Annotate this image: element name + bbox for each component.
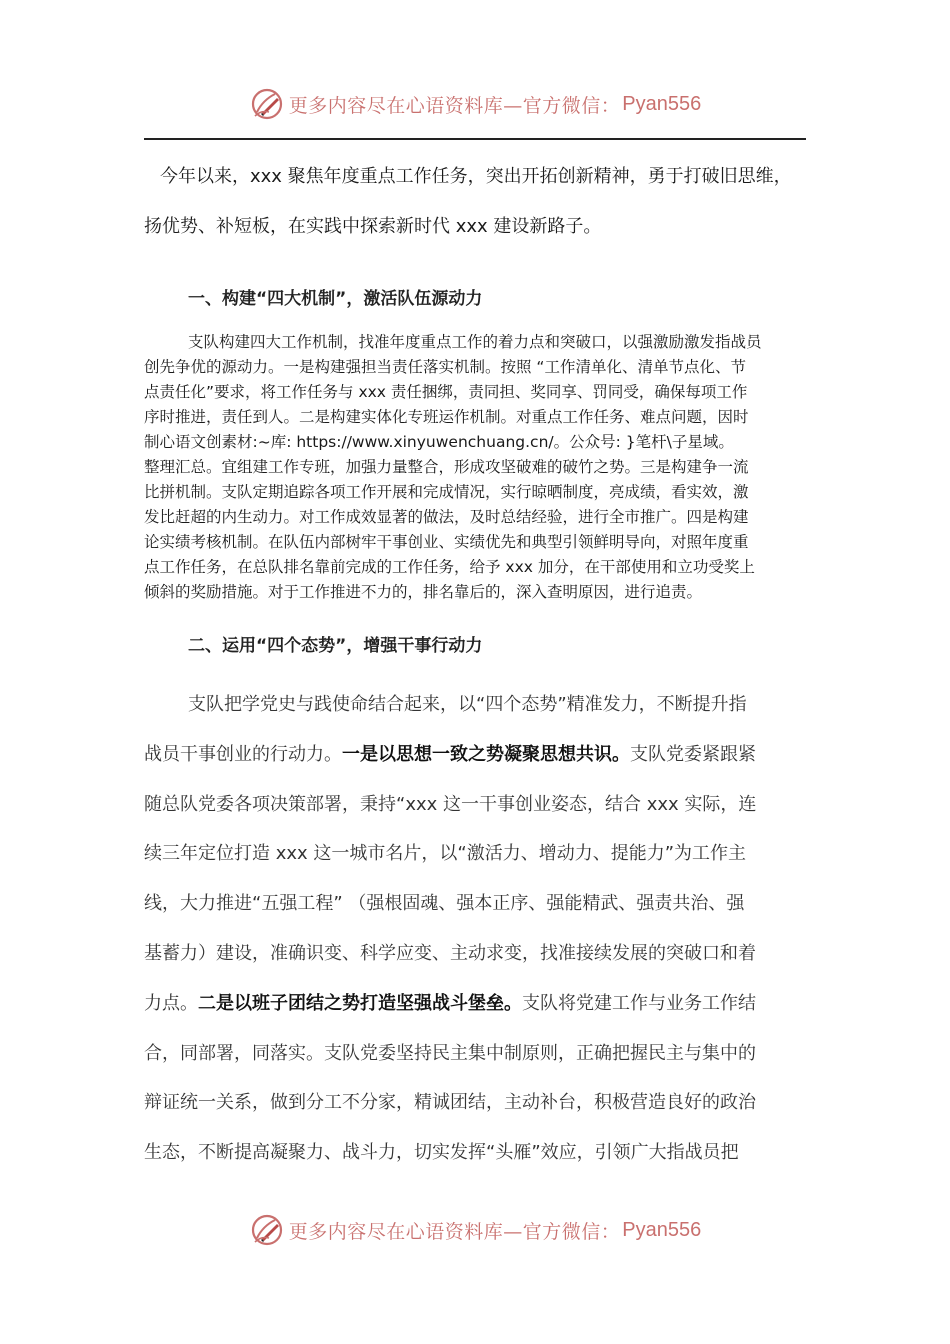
body-line: 点责任化”要求，将工作任务与 xxx 责任捆绑，责同担、奖同享、罚同受，确保每项工作: [144, 383, 748, 401]
pen-logo-icon: [249, 1212, 285, 1248]
banner-text: 更多内容尽在心语资料库—官方微信：: [288, 1220, 621, 1243]
body-line: 随总队党委各项决策部署，秉持“xxx 这一干事创业姿态，结合 xxx 实际，连: [144, 793, 757, 815]
body-text: 支队将党建工作与业务工作结: [522, 992, 756, 1014]
intro-paragraph: [144, 152, 806, 252]
body-line: 点工作任务，在总队排名靠前完成的工作任务，给予 xxx 加分，在干部使用和立功受奖上: [144, 558, 755, 576]
banner-text: 更多内容尽在心语资料库—官方微信：: [288, 94, 621, 117]
body-text: 力点。: [144, 992, 198, 1014]
body-line: 基蓄力）建设，准确识变、科学应变、主动求变，找准接续发展的突破口和着: [144, 942, 756, 964]
body-line: [144, 730, 806, 780]
body-line: [144, 979, 806, 1029]
body-line: 辩证统一关系，做到分工不分家，精诚团结，主动补台，积极营造良好的政治: [144, 1092, 756, 1114]
bold-point-1: 一是以思想一致之势凝聚思想共识。: [342, 743, 630, 765]
pen-logo-icon: [249, 86, 285, 122]
intro-line: 扬优势、补短板，在实践中探索新时代 xxx 建设新路子。: [144, 216, 602, 237]
body-line: 支队把学党史与践使命结合起来，以“四个态势”精准发力，不断提升指: [188, 694, 747, 715]
bold-point-2: 二是以班子团结之势打造坚强战斗堡垒。: [198, 992, 522, 1014]
body-line: 合，同部署，同落实。支队党委坚持民主集中制原则，正确把握民主与集中的: [144, 1042, 756, 1064]
wechat-id: Pyan556: [622, 92, 702, 115]
body-line: 线，大力推进“五强工程” （强根固魂、强本正序、强能精武、强责共治、强: [144, 893, 745, 915]
body-text: 战员干事创业的行动力。: [144, 743, 342, 765]
body-line: 发比赶超的内生动力。对工作成效显著的做法，及时总结经验，进行全市推广。四是构建: [144, 508, 749, 526]
body-line: 支队构建四大工作机制，找准年度重点工作的着力点和突破口，以强激励激发指战员: [188, 333, 762, 351]
body-line: 序时推进，责任到人。二是构建实体化专班运作机制。对重点工作任务、难点问题，因时: [144, 408, 749, 426]
header-divider: [144, 138, 806, 140]
section-1-body: [144, 330, 806, 605]
body-line: 倾斜的奖励措施。对于工作推进不力的，排名靠后的，深入查明原因，进行追责。: [144, 583, 703, 601]
body-text: 支队党委紧跟紧: [630, 743, 756, 765]
section-heading-1: 一、构建“四大机制”，激活队伍源动力: [188, 289, 483, 309]
body-line: 比拼机制。支队定期追踪各项工作开展和完成情况，实行晾晒制度，亮成绩，看实效，激: [144, 483, 749, 501]
section-2-body: [144, 680, 806, 1178]
header-banner: [0, 84, 950, 124]
body-line: 创先争优的源动力。一是构建强担当责任落实机制。按照 “工作清单化、清单节点化、节: [144, 358, 746, 376]
body-line: 论实绩考核机制。在队伍内部树牢干事创业、实绩优先和典型引领鲜明导向，对照年度重: [144, 533, 749, 551]
intro-line: 今年以来，xxx 聚焦年度重点工作任务，突出开拓创新精神，勇于打破旧思维，: [160, 166, 792, 187]
body-line: 续三年定位打造 xxx 这一城市名片，以“激活力、增动力、提能力”为工作主: [144, 843, 747, 865]
body-line: 生态，不断提高凝聚力、战斗力，切实发挥“头雁”效应，引领广大指战员把: [144, 1142, 739, 1164]
body-line: 整理汇总。宜组建工作专班，加强力量整合，形成攻坚破难的破竹之势。三是构建争一流: [144, 458, 749, 476]
section-heading-2: 二、运用“四个态势”，增强干事行动力: [188, 636, 483, 656]
footer-banner: [0, 1210, 950, 1250]
body-line: 制心语文创素材:~库: https://www.xinyuwenchuang.cn/。公众号: }笔杆\子星域。: [144, 433, 734, 451]
wechat-id: Pyan556: [622, 1218, 702, 1241]
